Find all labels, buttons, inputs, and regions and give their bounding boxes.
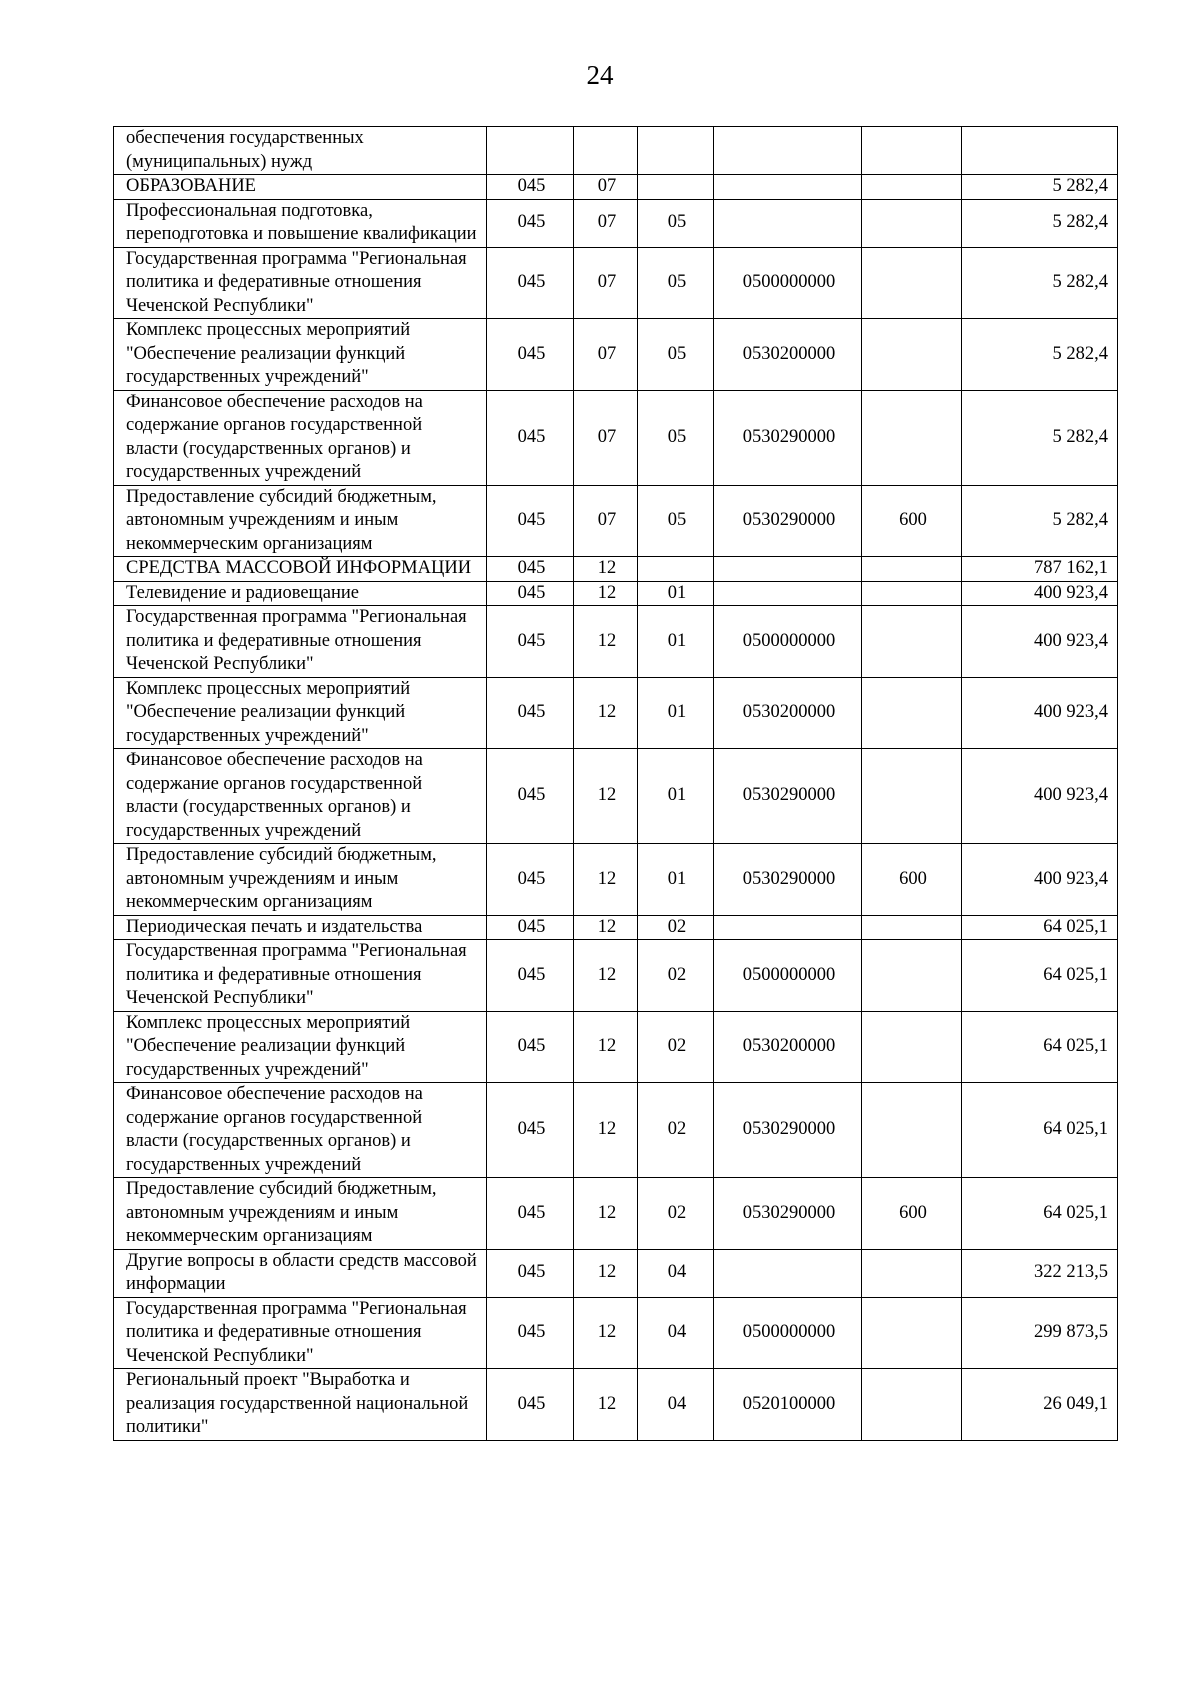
expense-type-code-cell bbox=[862, 247, 962, 319]
table-row bbox=[114, 1369, 1118, 1441]
section-code-cell: 12 bbox=[574, 1178, 638, 1250]
subsection-code-cell: 01 bbox=[638, 749, 714, 844]
expense-type-code-cell: 600 bbox=[862, 485, 962, 557]
subsection-code-cell: 04 bbox=[638, 1297, 714, 1369]
row-name-cell: СРЕДСТВА МАССОВОЙ ИНФОРМАЦИИ bbox=[114, 557, 487, 582]
table-row bbox=[114, 1083, 1118, 1178]
row-name-cell: Другие вопросы в области средств массовой информации bbox=[114, 1249, 487, 1297]
table-row bbox=[114, 606, 1118, 678]
expense-type-code-cell bbox=[862, 1011, 962, 1083]
amount-cell: 400 923,4 bbox=[962, 749, 1118, 844]
target-article-code-cell: 0530290000 bbox=[714, 1083, 862, 1178]
section-code-cell bbox=[574, 127, 638, 175]
row-name-cell: Комплекс процессных мероприятий "Обеспечение реализации функций государственных учреждений" bbox=[114, 319, 487, 391]
target-article-code-cell bbox=[714, 581, 862, 606]
ministry-code-cell: 045 bbox=[487, 581, 574, 606]
subsection-code-cell: 02 bbox=[638, 1083, 714, 1178]
row-name-cell: Финансовое обеспечение расходов на содержание органов государственной власти (государственных органов) и государственных учреждений bbox=[114, 1083, 487, 1178]
table-row bbox=[114, 485, 1118, 557]
section-code-cell: 12 bbox=[574, 915, 638, 940]
row-name-cell: Предоставление субсидий бюджетным, автономным учреждениям и иным некоммерческим организациям bbox=[114, 1178, 487, 1250]
table-row bbox=[114, 175, 1118, 200]
row-name-cell: Предоставление субсидий бюджетным, автономным учреждениям и иным некоммерческим организациям bbox=[114, 485, 487, 557]
ministry-code-cell bbox=[487, 127, 574, 175]
row-name-cell: Предоставление субсидий бюджетным, автономным учреждениям и иным некоммерческим организациям bbox=[114, 844, 487, 916]
expense-type-code-cell bbox=[862, 1297, 962, 1369]
row-name-cell: Государственная программа "Региональная политика и федеративные отношения Чеченской Республики" bbox=[114, 1297, 487, 1369]
amount-cell: 5 282,4 bbox=[962, 247, 1118, 319]
budget-table-body bbox=[114, 127, 1118, 1441]
expense-type-code-cell bbox=[862, 127, 962, 175]
subsection-code-cell: 02 bbox=[638, 1011, 714, 1083]
ministry-code-cell: 045 bbox=[487, 557, 574, 582]
section-code-cell: 07 bbox=[574, 199, 638, 247]
row-name-cell: Финансовое обеспечение расходов на содержание органов государственной власти (государственных органов) и государственных учреждений bbox=[114, 390, 487, 485]
expense-type-code-cell bbox=[862, 557, 962, 582]
table-row bbox=[114, 677, 1118, 749]
target-article-code-cell: 0530290000 bbox=[714, 749, 862, 844]
subsection-code-cell: 02 bbox=[638, 915, 714, 940]
section-code-cell: 12 bbox=[574, 749, 638, 844]
amount-cell bbox=[962, 127, 1118, 175]
section-code-cell: 12 bbox=[574, 1249, 638, 1297]
expense-type-code-cell bbox=[862, 749, 962, 844]
ministry-code-cell: 045 bbox=[487, 1178, 574, 1250]
target-article-code-cell: 0530290000 bbox=[714, 485, 862, 557]
subsection-code-cell bbox=[638, 175, 714, 200]
subsection-code-cell: 05 bbox=[638, 199, 714, 247]
section-code-cell: 12 bbox=[574, 1297, 638, 1369]
section-code-cell: 12 bbox=[574, 557, 638, 582]
ministry-code-cell: 045 bbox=[487, 247, 574, 319]
page-number: 24 bbox=[586, 60, 614, 90]
section-code-cell: 12 bbox=[574, 581, 638, 606]
amount-cell: 64 025,1 bbox=[962, 915, 1118, 940]
expense-type-code-cell bbox=[862, 677, 962, 749]
amount-cell: 400 923,4 bbox=[962, 844, 1118, 916]
expense-type-code-cell bbox=[862, 1249, 962, 1297]
amount-cell: 322 213,5 bbox=[962, 1249, 1118, 1297]
subsection-code-cell: 05 bbox=[638, 319, 714, 391]
expense-type-code-cell bbox=[862, 606, 962, 678]
row-name-cell: ОБРАЗОВАНИЕ bbox=[114, 175, 487, 200]
subsection-code-cell: 02 bbox=[638, 1178, 714, 1250]
row-name-cell: Государственная программа "Региональная политика и федеративные отношения Чеченской Республики" bbox=[114, 247, 487, 319]
subsection-code-cell: 05 bbox=[638, 390, 714, 485]
section-code-cell: 07 bbox=[574, 485, 638, 557]
expense-type-code-cell bbox=[862, 915, 962, 940]
budget-table bbox=[113, 126, 1118, 1441]
target-article-code-cell bbox=[714, 915, 862, 940]
row-name-cell: Комплекс процессных мероприятий "Обеспечение реализации функций государственных учреждений" bbox=[114, 677, 487, 749]
section-code-cell: 12 bbox=[574, 606, 638, 678]
amount-cell: 5 282,4 bbox=[962, 175, 1118, 200]
row-name-cell: Профессиональная подготовка, переподготовка и повышение квалификации bbox=[114, 199, 487, 247]
table-row bbox=[114, 1249, 1118, 1297]
section-code-cell: 12 bbox=[574, 1369, 638, 1441]
table-row bbox=[114, 319, 1118, 391]
section-code-cell: 12 bbox=[574, 677, 638, 749]
ministry-code-cell: 045 bbox=[487, 1083, 574, 1178]
amount-cell: 64 025,1 bbox=[962, 1011, 1118, 1083]
ministry-code-cell: 045 bbox=[487, 940, 574, 1012]
table-row bbox=[114, 940, 1118, 1012]
target-article-code-cell: 0530290000 bbox=[714, 1178, 862, 1250]
target-article-code-cell: 0500000000 bbox=[714, 247, 862, 319]
amount-cell: 64 025,1 bbox=[962, 1083, 1118, 1178]
subsection-code-cell: 01 bbox=[638, 844, 714, 916]
section-code-cell: 07 bbox=[574, 247, 638, 319]
row-name-cell: Государственная программа "Региональная политика и федеративные отношения Чеченской Республики" bbox=[114, 606, 487, 678]
expense-type-code-cell bbox=[862, 175, 962, 200]
expense-type-code-cell: 600 bbox=[862, 1178, 962, 1250]
target-article-code-cell: 0530290000 bbox=[714, 390, 862, 485]
ministry-code-cell: 045 bbox=[487, 1249, 574, 1297]
target-article-code-cell bbox=[714, 199, 862, 247]
table-row bbox=[114, 557, 1118, 582]
table-row bbox=[114, 199, 1118, 247]
section-code-cell: 12 bbox=[574, 1011, 638, 1083]
amount-cell: 5 282,4 bbox=[962, 390, 1118, 485]
target-article-code-cell: 0520100000 bbox=[714, 1369, 862, 1441]
ministry-code-cell: 045 bbox=[487, 749, 574, 844]
section-code-cell: 12 bbox=[574, 940, 638, 1012]
ministry-code-cell: 045 bbox=[487, 606, 574, 678]
table-row bbox=[114, 247, 1118, 319]
row-name-cell: Телевидение и радиовещание bbox=[114, 581, 487, 606]
target-article-code-cell: 0530290000 bbox=[714, 844, 862, 916]
target-article-code-cell: 0500000000 bbox=[714, 940, 862, 1012]
section-code-cell: 12 bbox=[574, 844, 638, 916]
amount-cell: 5 282,4 bbox=[962, 199, 1118, 247]
amount-cell: 400 923,4 bbox=[962, 677, 1118, 749]
table-row bbox=[114, 581, 1118, 606]
subsection-code-cell: 04 bbox=[638, 1249, 714, 1297]
amount-cell: 400 923,4 bbox=[962, 581, 1118, 606]
amount-cell: 299 873,5 bbox=[962, 1297, 1118, 1369]
ministry-code-cell: 045 bbox=[487, 1369, 574, 1441]
amount-cell: 5 282,4 bbox=[962, 319, 1118, 391]
amount-cell: 26 049,1 bbox=[962, 1369, 1118, 1441]
amount-cell: 787 162,1 bbox=[962, 557, 1118, 582]
subsection-code-cell: 01 bbox=[638, 581, 714, 606]
ministry-code-cell: 045 bbox=[487, 1011, 574, 1083]
ministry-code-cell: 045 bbox=[487, 485, 574, 557]
table-row bbox=[114, 1011, 1118, 1083]
expense-type-code-cell bbox=[862, 390, 962, 485]
amount-cell: 64 025,1 bbox=[962, 940, 1118, 1012]
row-name-cell: Региональный проект "Выработка и реализация государственной национальной политики" bbox=[114, 1369, 487, 1441]
table-row bbox=[114, 1297, 1118, 1369]
target-article-code-cell bbox=[714, 1249, 862, 1297]
ministry-code-cell: 045 bbox=[487, 199, 574, 247]
row-name-cell: Комплекс процессных мероприятий "Обеспечение реализации функций государственных учреждений" bbox=[114, 1011, 487, 1083]
row-name-cell: Государственная программа "Региональная политика и федеративные отношения Чеченской Республики" bbox=[114, 940, 487, 1012]
row-name-cell: обеспечения государственных (муниципальных) нужд bbox=[114, 127, 487, 175]
section-code-cell: 12 bbox=[574, 1083, 638, 1178]
ministry-code-cell: 045 bbox=[487, 844, 574, 916]
target-article-code-cell: 0530200000 bbox=[714, 1011, 862, 1083]
subsection-code-cell: 01 bbox=[638, 677, 714, 749]
target-article-code-cell bbox=[714, 557, 862, 582]
table-row bbox=[114, 390, 1118, 485]
subsection-code-cell: 05 bbox=[638, 485, 714, 557]
amount-cell: 64 025,1 bbox=[962, 1178, 1118, 1250]
table-row bbox=[114, 1178, 1118, 1250]
target-article-code-cell: 0530200000 bbox=[714, 319, 862, 391]
subsection-code-cell bbox=[638, 127, 714, 175]
expense-type-code-cell bbox=[862, 199, 962, 247]
subsection-code-cell: 01 bbox=[638, 606, 714, 678]
expense-type-code-cell: 600 bbox=[862, 844, 962, 916]
ministry-code-cell: 045 bbox=[487, 175, 574, 200]
subsection-code-cell: 05 bbox=[638, 247, 714, 319]
section-code-cell: 07 bbox=[574, 319, 638, 391]
section-code-cell: 07 bbox=[574, 390, 638, 485]
ministry-code-cell: 045 bbox=[487, 319, 574, 391]
target-article-code-cell: 0530200000 bbox=[714, 677, 862, 749]
table-row bbox=[114, 915, 1118, 940]
subsection-code-cell: 02 bbox=[638, 940, 714, 1012]
subsection-code-cell bbox=[638, 557, 714, 582]
expense-type-code-cell bbox=[862, 319, 962, 391]
table-row bbox=[114, 749, 1118, 844]
target-article-code-cell bbox=[714, 175, 862, 200]
target-article-code-cell: 0500000000 bbox=[714, 606, 862, 678]
expense-type-code-cell bbox=[862, 1083, 962, 1178]
expense-type-code-cell bbox=[862, 581, 962, 606]
ministry-code-cell: 045 bbox=[487, 1297, 574, 1369]
subsection-code-cell: 04 bbox=[638, 1369, 714, 1441]
table-row bbox=[114, 127, 1118, 175]
row-name-cell: Финансовое обеспечение расходов на содержание органов государственной власти (государственных органов) и государственных учреждений bbox=[114, 749, 487, 844]
ministry-code-cell: 045 bbox=[487, 915, 574, 940]
amount-cell: 5 282,4 bbox=[962, 485, 1118, 557]
ministry-code-cell: 045 bbox=[487, 677, 574, 749]
target-article-code-cell bbox=[714, 127, 862, 175]
ministry-code-cell: 045 bbox=[487, 390, 574, 485]
target-article-code-cell: 0500000000 bbox=[714, 1297, 862, 1369]
table-row bbox=[114, 844, 1118, 916]
section-code-cell: 07 bbox=[574, 175, 638, 200]
expense-type-code-cell bbox=[862, 940, 962, 1012]
expense-type-code-cell bbox=[862, 1369, 962, 1441]
row-name-cell: Периодическая печать и издательства bbox=[114, 915, 487, 940]
amount-cell: 400 923,4 bbox=[962, 606, 1118, 678]
